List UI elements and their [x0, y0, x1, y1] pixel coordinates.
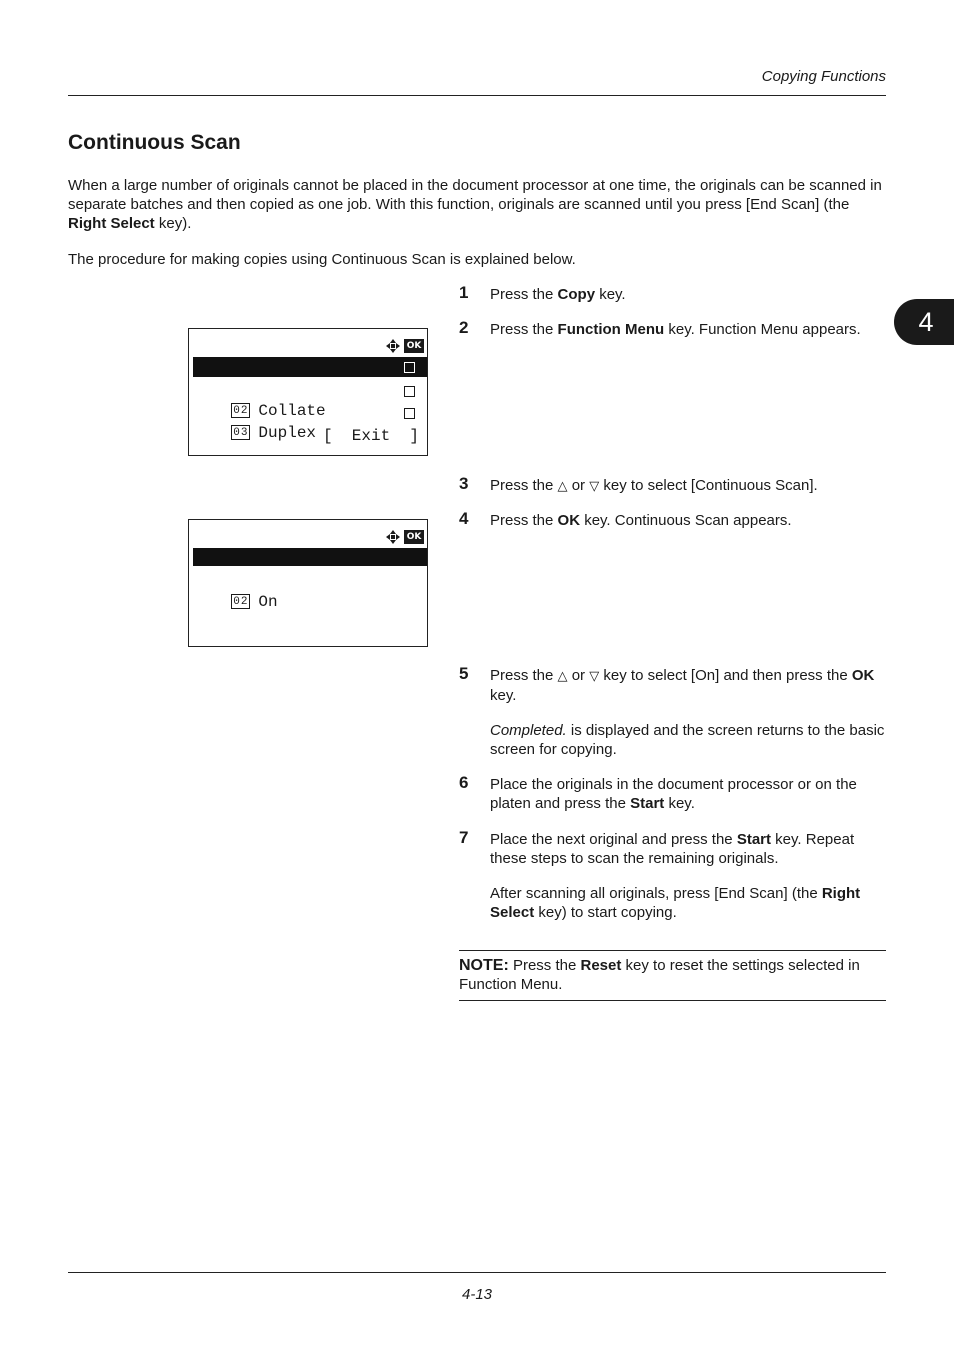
lcd-softkey-exit: [ Exit ]	[322, 427, 419, 445]
lcd-menu-item-duplex: 03 Duplex	[193, 403, 427, 423]
step-7-followup: After scanning all originals, press [End Scan] (the Right Select key) to start copying.	[490, 885, 861, 921]
navigation-arrows-icon	[385, 529, 401, 545]
header-rule	[68, 95, 886, 96]
down-arrow-key-icon: ▽	[589, 669, 600, 684]
chapter-tab: 4	[894, 299, 954, 345]
ok-icon: OK	[404, 530, 424, 544]
page-number: 4-13	[461, 1286, 493, 1303]
up-arrow-key-icon: △	[557, 479, 568, 494]
down-arrow-key-icon: ▽	[589, 479, 600, 494]
item-number-icon: 02	[233, 405, 249, 418]
step-6: 6 Place the originals in the document processor or on the platen and press the Start key.	[459, 773, 857, 812]
step-5-result: Completed. is displayed and the screen returns to the basic screen for copying.	[490, 722, 885, 758]
item-number-icon: 01	[233, 569, 249, 582]
step-5: 5 Press the △ or ▽ key to select [On] and then press the OK key. Completed. is displayed and the screen returns to the basic screen for copying.	[459, 666, 889, 761]
navigation-arrows-icon	[385, 338, 401, 354]
step-3: 3 Press the △ or ▽ key to select [Continuous Scan].	[459, 474, 818, 494]
step-2: 2 Press the Function Menu key. Function Menu appears.	[459, 318, 861, 338]
lcd-title	[193, 527, 427, 547]
section-title: Continuous Scan	[68, 131, 241, 154]
intro-paragraph: When a large number of originals cannot be placed in the document processor at one time, the originals can be scanned in separate batches and then copied as one job. With this function, originals are scanned until you press [End Scan] (the Right Select key).	[68, 177, 882, 232]
note-box: NOTE: Press the Reset key to reset the settings selected in Function Menu.	[459, 950, 886, 1001]
step-4: 4 Press the OK key. Continuous Scan appears.	[459, 509, 792, 529]
procedure-intro: The procedure for making copies using Continuous Scan is explained below.	[68, 251, 576, 268]
ok-icon: OK	[404, 339, 424, 353]
checkbox-icon	[404, 362, 415, 373]
note-label: NOTE:	[459, 957, 509, 974]
checkbox-icon	[404, 408, 415, 419]
lcd-function-menu	[188, 328, 428, 456]
item-number-icon: 02	[233, 596, 249, 609]
lcd-menu-item-collate: 02 Collate	[193, 381, 427, 401]
up-arrow-key-icon: △	[557, 669, 568, 684]
item-number-icon: 01	[233, 381, 249, 394]
lcd-option-off: 01 *Off	[193, 548, 427, 566]
lcd-continuous-scan	[188, 519, 428, 647]
step-1: 1 Press the Copy key.	[459, 283, 626, 303]
step-7: 7 Place the next original and press the Start key. Repeat these steps to scan the remaining originals. After scanning all originals, press [End Scan] (the Right Select key) to start copying.	[459, 830, 889, 925]
footer-rule	[68, 1272, 886, 1273]
lcd-option-on: 02 On	[233, 593, 278, 611]
running-header: Copying Functions	[761, 68, 886, 85]
lcd-title	[193, 336, 427, 356]
checkbox-icon	[404, 386, 415, 397]
item-number-icon: 03	[233, 427, 249, 440]
lcd-menu-item-paper-selection: 01 Paper Selection	[193, 357, 427, 377]
